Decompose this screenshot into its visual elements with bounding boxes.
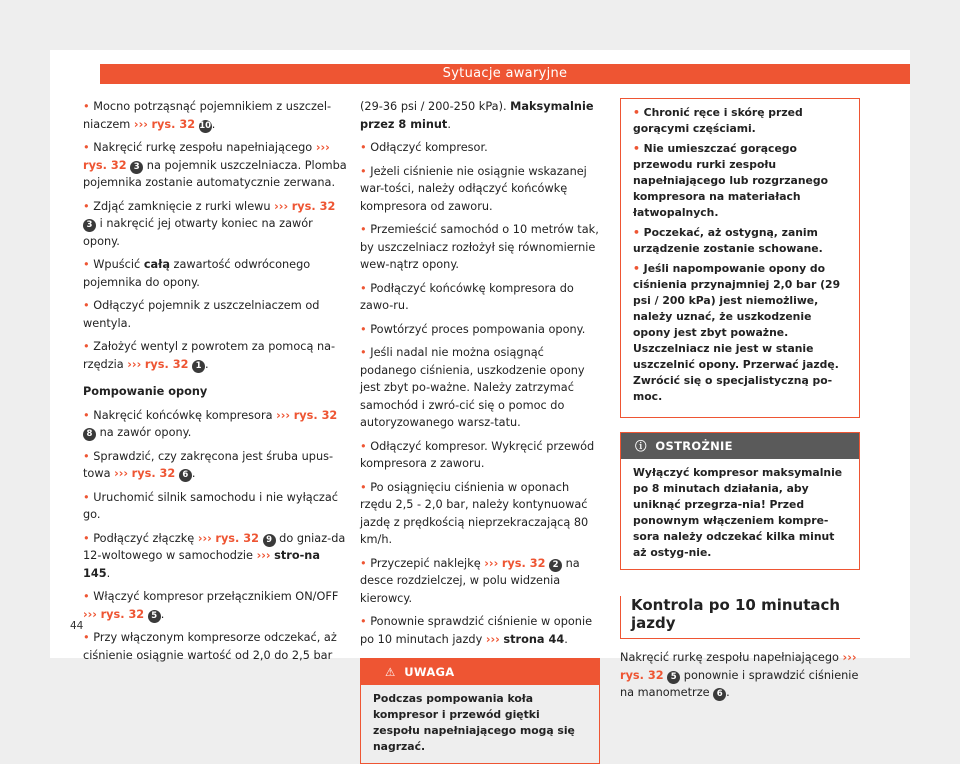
figure-ref[interactable]: rys. 32 [144,357,189,371]
callout-badge: 2 [549,559,562,572]
step-screw-hose: • Nakręcić rurkę zespołu napełniającego ››› rys. 32 3 na pojemnik uszczelniacza. Plomba pojemnika zostanie automatycznie zerwana. [83,141,347,189]
figure-ref[interactable]: rys. 32 [100,607,145,621]
caution-header: ⓘ OSTROŻNIE [621,433,859,459]
page-header: Sytuacje awaryjne [100,64,910,84]
page-ref[interactable]: strona 44 [503,632,565,646]
step-detach-container: • Odłączyć pojemnik z uszczelniaczem od wentyla. [83,299,320,330]
step-shake-container: • Mocno potrząsnąć pojemnikiem z uszczel-niaczem ››› rys. 32 10. [83,100,332,131]
column-2 [360,98,600,764]
step-check-bleed-screw: • Sprawdzić, czy zakręcona jest śruba upus-towa ››› rys. 32 6 . [83,449,334,480]
callout-badge: 5 [148,610,161,623]
step-start-engine: • Uruchomić silnik samochodu i nie wyłączać go. [83,490,338,521]
manual-page [50,50,910,753]
column-1 [83,98,351,670]
callout-badge: 8 [83,428,96,441]
callout-badge: 10 [199,120,212,131]
figure-ref[interactable]: rys. 32 [501,556,546,570]
page-number: 44 [70,620,84,632]
pressure-continuation: (29-36 psi / 200-250 kPa). Maksymalnie przez 8 minut. [360,100,594,131]
callout-badge: 9 [263,534,276,547]
step-switch-on: • Włączyć kompresor przełącznikiem ON/OFF ››› rys. 32 5 . [83,590,339,621]
figure-ref[interactable]: rys. 32 [131,467,176,480]
info-circle-icon: ⓘ [635,439,647,453]
step-disconnect-compressor: • Odłączyć kompresor. [360,141,488,154]
warning-box [360,658,600,764]
column-3 [620,98,860,708]
step-recheck-pressure: • Ponownie sprawdzić ciśnienie w oponie po 10 minutach jazdy ››› strona 44. [360,615,593,646]
check-paragraph: Nakręcić rurkę zespołu napełniającego ››› rys. 32 5 ponownie i sprawdzić ciśnienie na manometrze 6 . [620,651,859,699]
step-if-not-reached: • Jeżeli ciśnienie nie osiągnie wskazanej war-tości, należy odłączyć końcówkę kompresora od zaworu. [360,164,587,213]
callout-badge: 5 [667,671,680,684]
warning-item: • Chronić ręce i skórę przed gorącymi częściami. [633,106,803,135]
caution-box [620,432,860,570]
figure-ref[interactable]: rys. 32 [293,408,338,422]
step-continue-driving: • Po osiągnięciu ciśnienia w oponach rzędu 2,5 - 2,0 bar, należy kontynuować jazdę z prędkością nieprzekraczającą 80 km/h. [360,480,589,546]
figure-ref[interactable]: rys. 32 [215,531,259,545]
step-unscrew-hose: • Odłączyć kompresor. Wykręcić przewód kompresora z zaworu. [360,439,595,470]
subheading-inflation: Pompowanie opony [83,385,208,398]
warning-continuation-box [620,98,860,418]
step-attach-sticker: • Przyczepić naklejkę ››› rys. 32 2 na desce rozdzielczej, w polu widzenia kierowcy. [360,556,580,605]
warning-body: Podczas pompowania koła kompresor i przewód giętki zespołu napełniającego mogą się nagrzać. [373,692,575,753]
warning-triangle-icon: ⚠ [385,665,396,679]
step-inject-sealant: • Wpuścić całą zawartość odwróconego pojemnika do opony. [83,258,311,289]
section-title: Kontrola po 10 minutach jazdy [620,596,860,639]
caution-body: Wyłączyć kompresor maksymalnie po 8 minutach działania, aby uniknąć przegrza-nia! Przed ponownym włączeniem kompre-sora należy odczekać kilka minut aż ostyg-nie. [633,466,843,559]
step-wait-pressure: • Przy włączonym kompresorze odczekać, aż ciśnienie osiągnie wartość od 2,0 do 2,5 bar [83,631,337,662]
figure-ref[interactable]: rys. 32 [620,668,664,682]
step-remove-cap: • Zdjąć zamknięcie z rurki wlewu ››› rys. 32 3 i nakręcić jej otwarty koniec na zawór opony. [83,199,336,248]
warning-item: • Jeśli napompowanie opony do ciśnienia przynajmniej 2,0 bar (29 psi / 200 kPa) jest niemożliwe, należy uznać, że uszkodzenie opony jest zbyt poważne. Uszczelniacz nie jest w stanie uszczelnić opony. Przerwać jazdę. Zwrócić się o specjalistyczną po-moc. [633,262,841,403]
step-move-car: • Przemieścić samochód o 10 metrów tak, by uszczelniacz rozłożył się równomiernie wew-nątrz opony. [360,223,599,271]
step-reconnect: • Podłączyć końcówkę kompresora do zawo-ru. [360,281,574,312]
warning-item: • Nie umieszczać gorącego przewodu rurki zespołu napełniającego lub rozgrzanego kompresora na materiałach łatwopalnych. [633,142,828,219]
step-attach-compressor: • Nakręcić końcówkę kompresora ››› rys. 32 8 na zawór opony. [83,408,338,439]
page-ref[interactable]: stro-na 145 [83,549,320,580]
callout-badge: 1 [192,360,205,373]
callout-badge: 6 [179,469,192,482]
step-damage-too-severe: • Jeśli nadal nie można osiągnąć podanego ciśnienia, uszkodzenie opony jest zbyt po-ważne. Należy zatrzymać samochód i zwró-cić się o pomoc do autoryzowanego warsz-tatu. [360,346,585,429]
warning-item: • Poczekać, aż ostygną, zanim urządzenie zostanie schowane. [633,226,823,255]
callout-badge: 3 [130,161,143,174]
figure-ref[interactable]: rys. 32 [151,117,196,131]
warning-header: ⚠ UWAGA [361,659,599,685]
figure-ref[interactable]: rys. 32 [83,158,127,172]
callout-badge: 6 [713,688,726,701]
step-connect-plug: • Podłączyć złączkę ››› rys. 32 9 do gniaz-da 12-woltowego w samochodzie ››› stro-na 145. [83,531,346,580]
step-refit-valve: • Założyć wentyl z powrotem za pomocą na-rzędzia ››› rys. 32 1 . [83,340,336,371]
step-repeat: • Powtórzyć proces pompowania opony. [360,322,586,336]
callout-badge: 3 [83,219,96,232]
figure-ref[interactable]: rys. 32 [291,199,336,213]
